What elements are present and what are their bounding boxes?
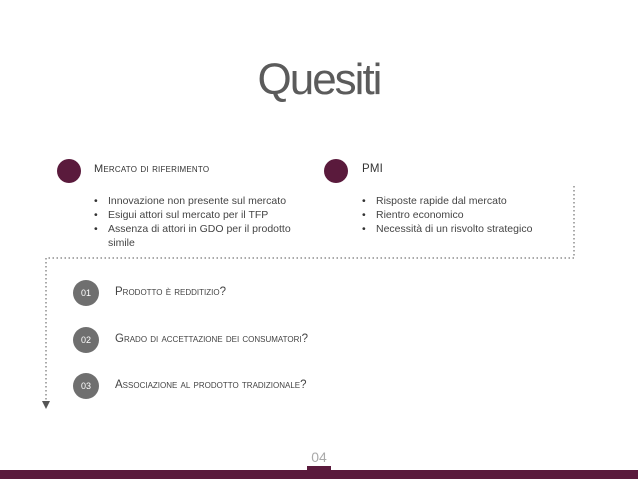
question-number: 03 [73, 373, 99, 399]
list-item: • Innovazione non presente sul mercato [94, 194, 319, 208]
question-text: Prodotto è redditizio? [115, 286, 226, 298]
footer-bar [0, 470, 638, 479]
list-item: • Necessità di un risvolto strategico [362, 222, 572, 236]
page-number: 04 [311, 449, 327, 465]
list-item: • Assenza di attori in GDO per il prodotto simile [94, 222, 319, 250]
question-text: Associazione al prodotto tradizionale? [115, 379, 307, 391]
question-text: Grado di accettazione dei consumatori? [115, 333, 309, 345]
list-item: • Rientro economico [362, 208, 572, 222]
page-title: Quesiti [257, 55, 381, 104]
question-number: 02 [73, 327, 99, 353]
list-item: • Risposte rapide dal mercato [362, 194, 572, 208]
arrow-down-icon [42, 401, 50, 409]
left-section-heading: Mercato di riferimento [94, 163, 210, 175]
right-section-heading: PMI [362, 163, 384, 175]
list-item: • Esigui attori sul mercato per il TFP [94, 208, 319, 222]
question-number: 01 [73, 280, 99, 306]
